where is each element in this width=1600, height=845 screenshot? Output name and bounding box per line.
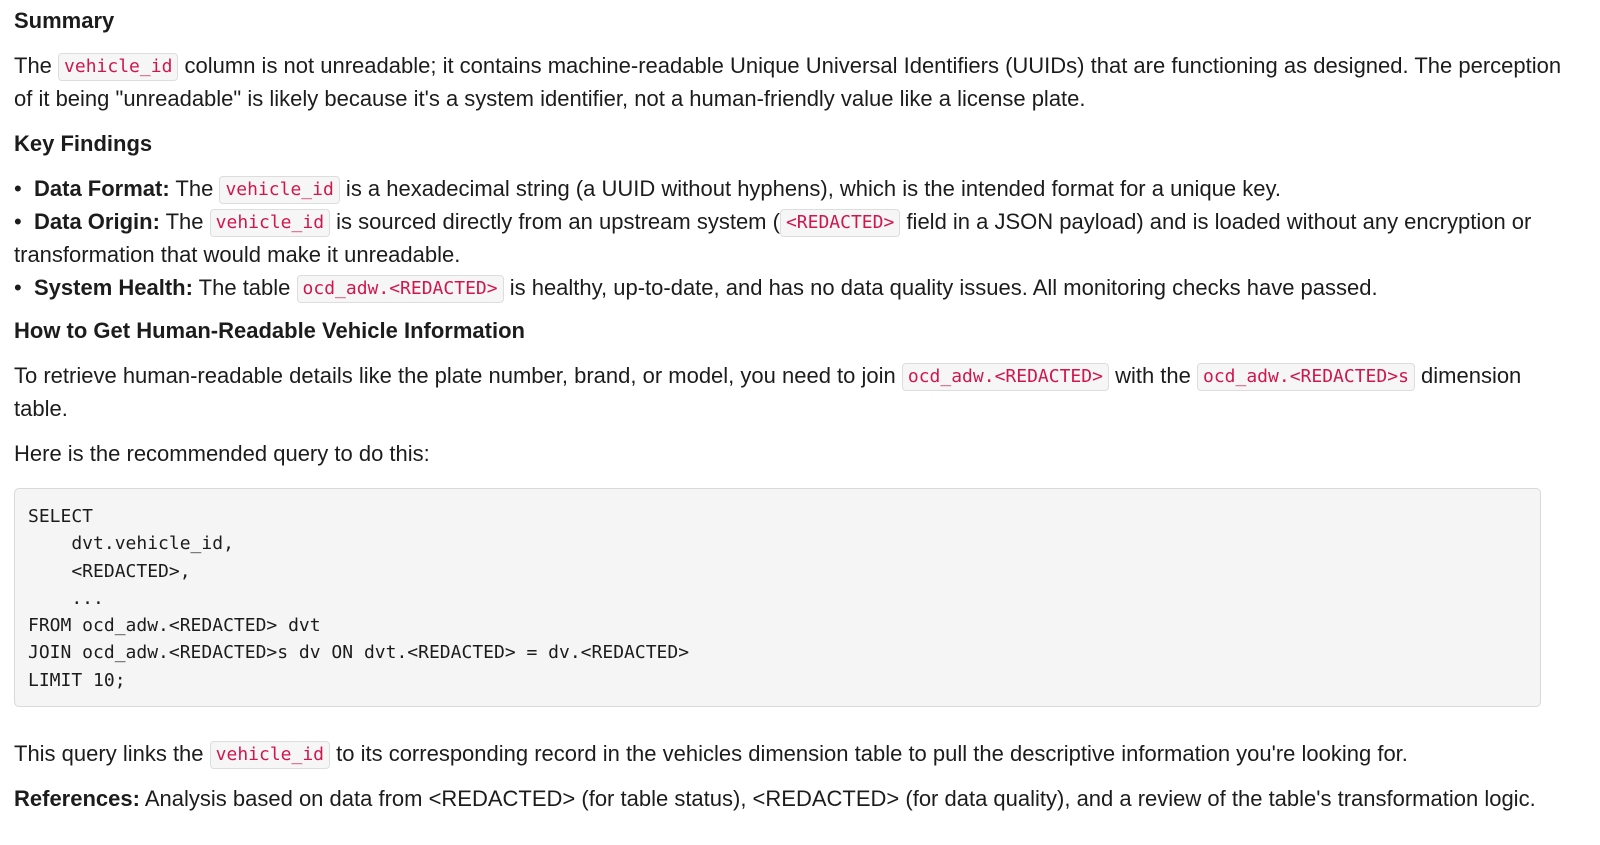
list-item <box>14 205 1576 271</box>
code-block[interactable]: SELECT dvt.vehicle_id, <REDACTED>, ... FROM ocd_adw.<REDACTED> dvt JOIN ocd_adw.<REDACTED>s dv ON dvt.<REDACTED> = dv.<REDACTED> LIMIT 10; <box>14 488 1541 707</box>
finding-label: System Health: <box>34 275 193 300</box>
finding-label: Data Origin: <box>34 209 160 234</box>
text-span: Analysis based on data from <REDACTED> (for table status), <REDACTED> (for data quality), and a review of the table's transformation logic. <box>139 786 1536 812</box>
references-label: References: <box>14 786 140 812</box>
key-findings-heading: Key Findings <box>14 131 153 156</box>
list-item <box>14 172 1576 205</box>
inline-code: vehicle_id <box>210 741 330 769</box>
summary-heading: Summary <box>14 8 115 33</box>
bullet: • <box>14 176 22 201</box>
bullet: • <box>14 209 22 234</box>
text-span: The <box>169 176 220 201</box>
inline-code: ocd_adw.<REDACTED> <box>297 275 504 303</box>
text-span: with the <box>1108 363 1197 388</box>
inline-code: <REDACTED> <box>780 209 900 237</box>
list-item <box>14 271 1576 304</box>
inline-code: vehicle_id <box>219 176 339 204</box>
text-span: To retrieve human-readable details like the plate number, brand, or model, you need to join <box>14 363 902 388</box>
text-span: is sourced directly from an upstream system ( <box>330 209 780 234</box>
howto-heading: How to Get Human-Readable Vehicle Information <box>14 318 525 343</box>
references-paragraph <box>14 782 1576 815</box>
text-span: column is not unreadable; it contains machine-readable Unique Universal Identifiers (UUIDs) that are functioning as designed. The perception of it being "unreadable" is likely because it's a system identifier, not a human-friendly value like a license plate. <box>14 53 1562 111</box>
inline-code: ocd_adw.<REDACTED> <box>902 363 1109 391</box>
inline-code: vehicle_id <box>210 209 330 237</box>
finding-label: Data Format: <box>34 176 170 201</box>
text-span: field in a JSON payload) and is loaded without any encryption or transformation that would make it unreadable. <box>14 209 1532 267</box>
summary-paragraph <box>14 49 1576 115</box>
inline-code: vehicle_id <box>58 53 178 81</box>
text-span: is a hexadecimal string (a UUID without hyphens), which is the intended format for a unique key. <box>339 176 1281 201</box>
text-span: The <box>14 53 59 78</box>
bullet: • <box>14 275 22 300</box>
inline-code: ocd_adw.<REDACTED>s <box>1197 363 1415 391</box>
query-explanation <box>14 737 1576 770</box>
key-findings-list <box>14 172 1576 304</box>
text-span: This query links the <box>14 741 210 767</box>
text-span: dimension table. <box>14 363 1522 421</box>
text-span: The <box>159 209 210 234</box>
text-span: to its corresponding record in the vehicles dimension table to pull the descriptive information you're looking for. <box>330 741 1408 767</box>
text-span: The table <box>192 275 297 300</box>
howto-paragraph <box>14 359 1576 425</box>
query-intro: Here is the recommended query to do this: <box>14 441 430 466</box>
text-span: is healthy, up-to-date, and has no data quality issues. All monitoring checks have passed. <box>503 275 1378 300</box>
